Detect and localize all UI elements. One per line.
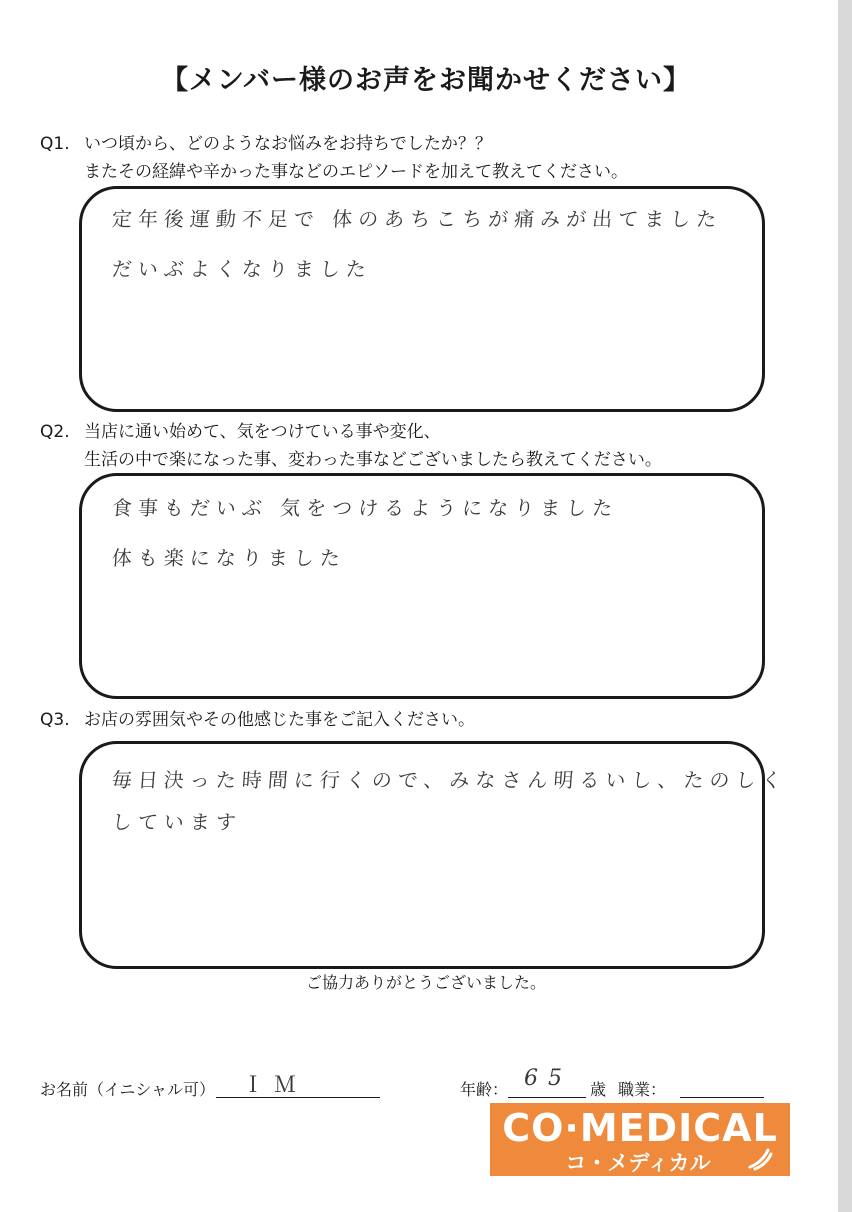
question-2-line2: 生活の中で楽になった事、変わった事などございましたら教えてください。 <box>84 450 662 470</box>
logo-main-text: CO·MEDICAL <box>502 1106 778 1150</box>
swoosh-icon <box>746 1145 774 1173</box>
job-field-line[interactable] <box>680 1097 764 1098</box>
question-1-line2: またその経緯や辛かった事などのエピソードを加えて教えてください。 <box>84 162 628 182</box>
co-medical-logo <box>490 1103 790 1176</box>
age-field-line[interactable] <box>508 1097 586 1098</box>
job-label: 職業： <box>618 1080 667 1099</box>
question-2-number: Q2. <box>40 422 70 442</box>
question-3-line1: お店の雰囲気やその他感じた事をご記入ください。 <box>84 710 475 730</box>
question-3-number: Q3. <box>40 710 70 730</box>
answer-box-1 <box>79 186 765 412</box>
name-label: お名前（イニシャル可） <box>40 1080 216 1099</box>
answer-2-line2: 体も楽になりました <box>111 546 347 570</box>
page-edge <box>838 0 852 1212</box>
thanks-message: ご協力ありがとうございました。 <box>305 973 546 992</box>
answer-box-2 <box>79 473 765 699</box>
age-unit: 歳 <box>590 1080 607 1099</box>
answer-3-line1: 毎日決った時間に行くので、みなさん明るいし、たのしく <box>111 768 789 792</box>
question-3 <box>40 706 475 734</box>
logo-sub-text: コ・メディカル <box>565 1151 711 1175</box>
question-1-line1: いつ頃から、どのようなお悩みをお持ちでしたか？？ <box>84 134 492 154</box>
name-value: ＩＭ <box>242 1073 307 1098</box>
question-2 <box>40 418 662 474</box>
answer-1-line1: 定年後運動不足で 体のあちこちが痛みが出てました <box>111 207 724 231</box>
question-1 <box>40 130 628 186</box>
question-1-number: Q1. <box>40 134 70 154</box>
answer-3-line2: しています <box>111 810 243 834</box>
question-2-line1: 当店に通い始めて、気をつけている事や変化、 <box>84 422 441 442</box>
answer-box-3 <box>79 741 789 969</box>
age-value: 65 <box>524 1066 572 1091</box>
page-title: 【メンバー様のお声をお聞かせください】 <box>160 65 692 96</box>
age-label: 年齢： <box>460 1080 509 1099</box>
answer-1-line2: だいぶよくなりました <box>111 257 373 281</box>
answer-2-line1: 食事もだいぶ 気をつけるようになりました <box>111 496 620 520</box>
